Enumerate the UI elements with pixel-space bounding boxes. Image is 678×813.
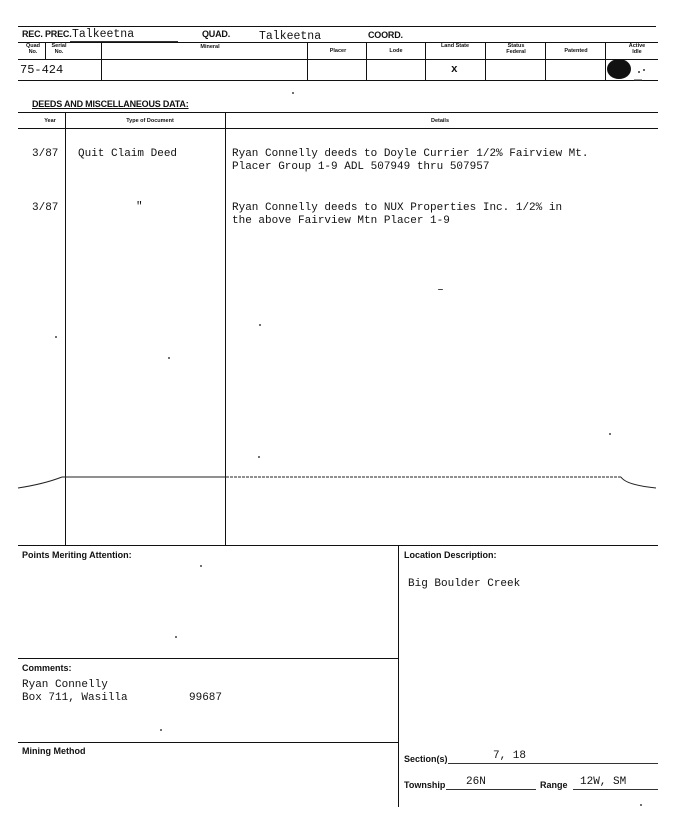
lower-center-divider (398, 545, 399, 807)
header-col-div-5 (425, 42, 426, 80)
col-type: Type of Document (126, 118, 174, 124)
comments-label: Comments: (22, 663, 72, 673)
scan-speck (259, 324, 261, 326)
quad-label: QUAD. (202, 29, 230, 39)
col-status-federal: Status Federal (506, 43, 526, 55)
deed-row-2-details-line2: the above Fairview Mtn Placer 1-9 (232, 215, 450, 227)
col-placer: Placer (329, 48, 347, 54)
deeds-table-top (18, 112, 658, 113)
header-table-top (18, 42, 658, 43)
scan-speck (160, 729, 162, 731)
coord-label: COORD. (368, 30, 403, 40)
range-label: Range (540, 780, 568, 790)
scan-speck (292, 92, 294, 94)
mining-method-top-line (18, 742, 398, 743)
deed-row-1-details-line1: Ryan Connelly deeds to Doyle Currier 1/2% Fairview Mt. (232, 148, 589, 160)
comments-zip: 99687 (189, 692, 223, 704)
rec-prec-value: Talkeetna (72, 28, 135, 41)
header-col-div-2 (101, 42, 102, 80)
lower-section-top (18, 545, 658, 546)
fold-line (16, 468, 658, 498)
scan-speck (258, 456, 260, 458)
deed-row-2-type: " (136, 201, 143, 213)
col-quad-no: Quad No. (25, 43, 41, 55)
township-label: Township (404, 780, 446, 790)
rec-prec-label: REC. PREC. (22, 29, 72, 39)
comments-top-line (18, 658, 398, 659)
header-col-div-3 (307, 42, 308, 80)
col-patented: Patented (564, 48, 588, 54)
quad-no-value: 75-424 (20, 63, 64, 77)
header-col-div-7 (545, 42, 546, 80)
comments-name: Ryan Connelly (22, 679, 108, 691)
scan-speck (200, 565, 202, 567)
comments-address: Box 711, Wasilla (22, 692, 128, 704)
deed-row-1-year: 3/87 (32, 148, 59, 160)
range-underline (573, 789, 658, 790)
header-table-mid (18, 59, 658, 60)
deed-row-2-details-line1: Ryan Connelly deeds to NUX Properties Inc. 1/2% in (232, 202, 563, 214)
deed-row-2-year: 3/87 (32, 202, 59, 214)
scan-speck (168, 357, 170, 359)
points-label: Points Meriting Attention: (22, 550, 132, 560)
scan-speck (640, 804, 642, 806)
section-label: Section(s) (404, 754, 448, 764)
mining-method-label: Mining Method (22, 746, 86, 756)
col-year: Year (44, 118, 56, 124)
land-state-value: x (451, 64, 458, 76)
deed-row-1-details-line2: Placer Group 1-9 ADL 507949 thru 507957 (232, 161, 490, 173)
col-land-state: Land State (440, 43, 470, 49)
deeds-header-bottom (18, 128, 658, 129)
col-details: Details (430, 118, 450, 124)
col-active-idle: Active Idle (628, 43, 646, 55)
quad-value: Talkeetna (259, 30, 322, 43)
range-value: 12W, SM (580, 776, 627, 788)
col-serial-no: Serial No. (51, 43, 67, 55)
header-table-bottom (18, 80, 658, 81)
header-top-line (18, 26, 656, 27)
col-mineral: Mineral (200, 44, 220, 50)
township-underline (446, 789, 536, 790)
col-lode: Lode (389, 48, 403, 54)
active-marker-icon (604, 58, 656, 86)
deeds-section-title: DEEDS AND MISCELLANEOUS DATA: (32, 99, 189, 109)
scan-speck (609, 433, 611, 435)
scan-speck (55, 336, 57, 338)
location-label: Location Description: (404, 550, 497, 560)
section-value: 7, 18 (493, 750, 527, 762)
scan-speck (438, 289, 443, 290)
header-col-div-6 (485, 42, 486, 80)
header-col-div-4 (366, 42, 367, 80)
section-underline (448, 763, 658, 764)
deed-row-1-type: Quit Claim Deed (78, 148, 178, 160)
location-value: Big Boulder Creek (408, 578, 521, 590)
township-value: 26N (466, 776, 486, 788)
scan-speck (175, 636, 177, 638)
header-col-div-1 (45, 42, 46, 59)
